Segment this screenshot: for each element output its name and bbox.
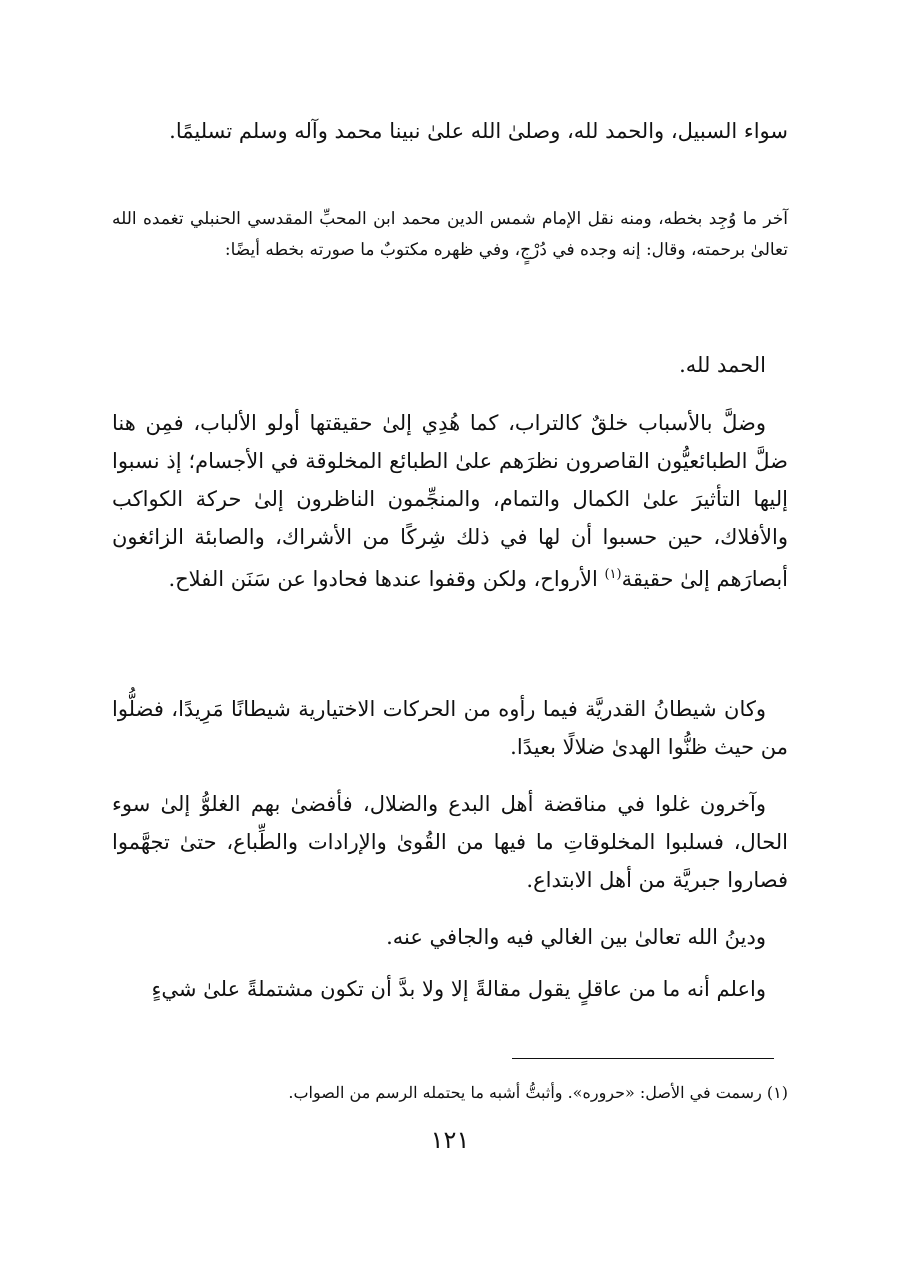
main-paragraph-5: واعلم أنه ما من عاقلٍ يقول مقالةً إلا ولا بدَّ أن تكون مشتملةً علىٰ شيءٍ: [151, 977, 766, 1001]
main-paragraph-1-text-b: الأرواح، ولكن وقفوا عندها فحادوا عن سَنَن الفلاح.: [168, 567, 605, 591]
intro-paragraph: سواء السبيل، والحمد لله، وصلىٰ الله علىٰ نبينا محمد وآله وسلم تسليمًا.: [169, 119, 788, 143]
footnote: [112, 1080, 788, 1106]
main-paragraph-4: ودينُ الله تعالىٰ بين الغالي فيه والجافي عنه.: [386, 925, 766, 949]
page-number: ١٢١: [430, 1126, 470, 1154]
hamd-line: الحمد لله.: [679, 353, 766, 377]
main-paragraph-3: وآخرون غلوا في مناقضة أهل البدع والضلال، فأفضىٰ بهم الغلوُّ إلىٰ سوء الحال، فسلبوا المخلوقاتِ ما فيها من القُوىٰ والإرادات والطِّباع، حتىٰ تجهَّموا فصاروا جبريَّة من أهل الابتداع.: [112, 792, 788, 892]
main-paragraph-2: وكان شيطانُ القدريَّة فيما رأوه من الحركات الاختيارية شيطانًا مَرِيدًا، فضلُّوا من حيث ظنُّوا الهدىٰ ضلالًا بعيدًا.: [112, 697, 788, 759]
main-paragraph-1-text-a: وضلَّ بالأسباب خلقٌ كالتراب، كما هُدِي إلىٰ حقيقتها أولو الألباب، فمِن هنا ضلَّ الطبائعيُّون القاصرون نظرَهم علىٰ الطبائع المخلوقة في الأجسام؛ إذ نسبوا إليها التأثيرَ علىٰ الكمال والتمام، والمنجِّمون الناظرون إلىٰ حركة الكواكب والأفلاك، حين حسبوا أن لها في ذلك شِركًا من الأشراك، والصابئة الزائغون أبصارَهم إلىٰ حقيقة: [112, 411, 788, 591]
footnote-reference: (١): [604, 567, 622, 582]
main-paragraph-1: [112, 404, 788, 598]
manuscript-note-paragraph: آخر ما وُجِد بخطه، ومنه نقل الإمام شمس الدين محمد ابن المحبِّ المقدسي الحنبلي تغمده الله تعالىٰ برحمته، وقال: إنه وجده في دُرْجٍ، وفي ظهره مكتوبٌ ما صورته بخطه أيضًا:: [112, 209, 788, 260]
footnote-text: رسمت في الأصل: «حروره». وأثبتُّ أشبه ما يحتمله الرسم من الصواب.: [288, 1083, 762, 1102]
footnote-divider: [512, 1058, 774, 1059]
footnote-marker: (١): [766, 1083, 788, 1102]
